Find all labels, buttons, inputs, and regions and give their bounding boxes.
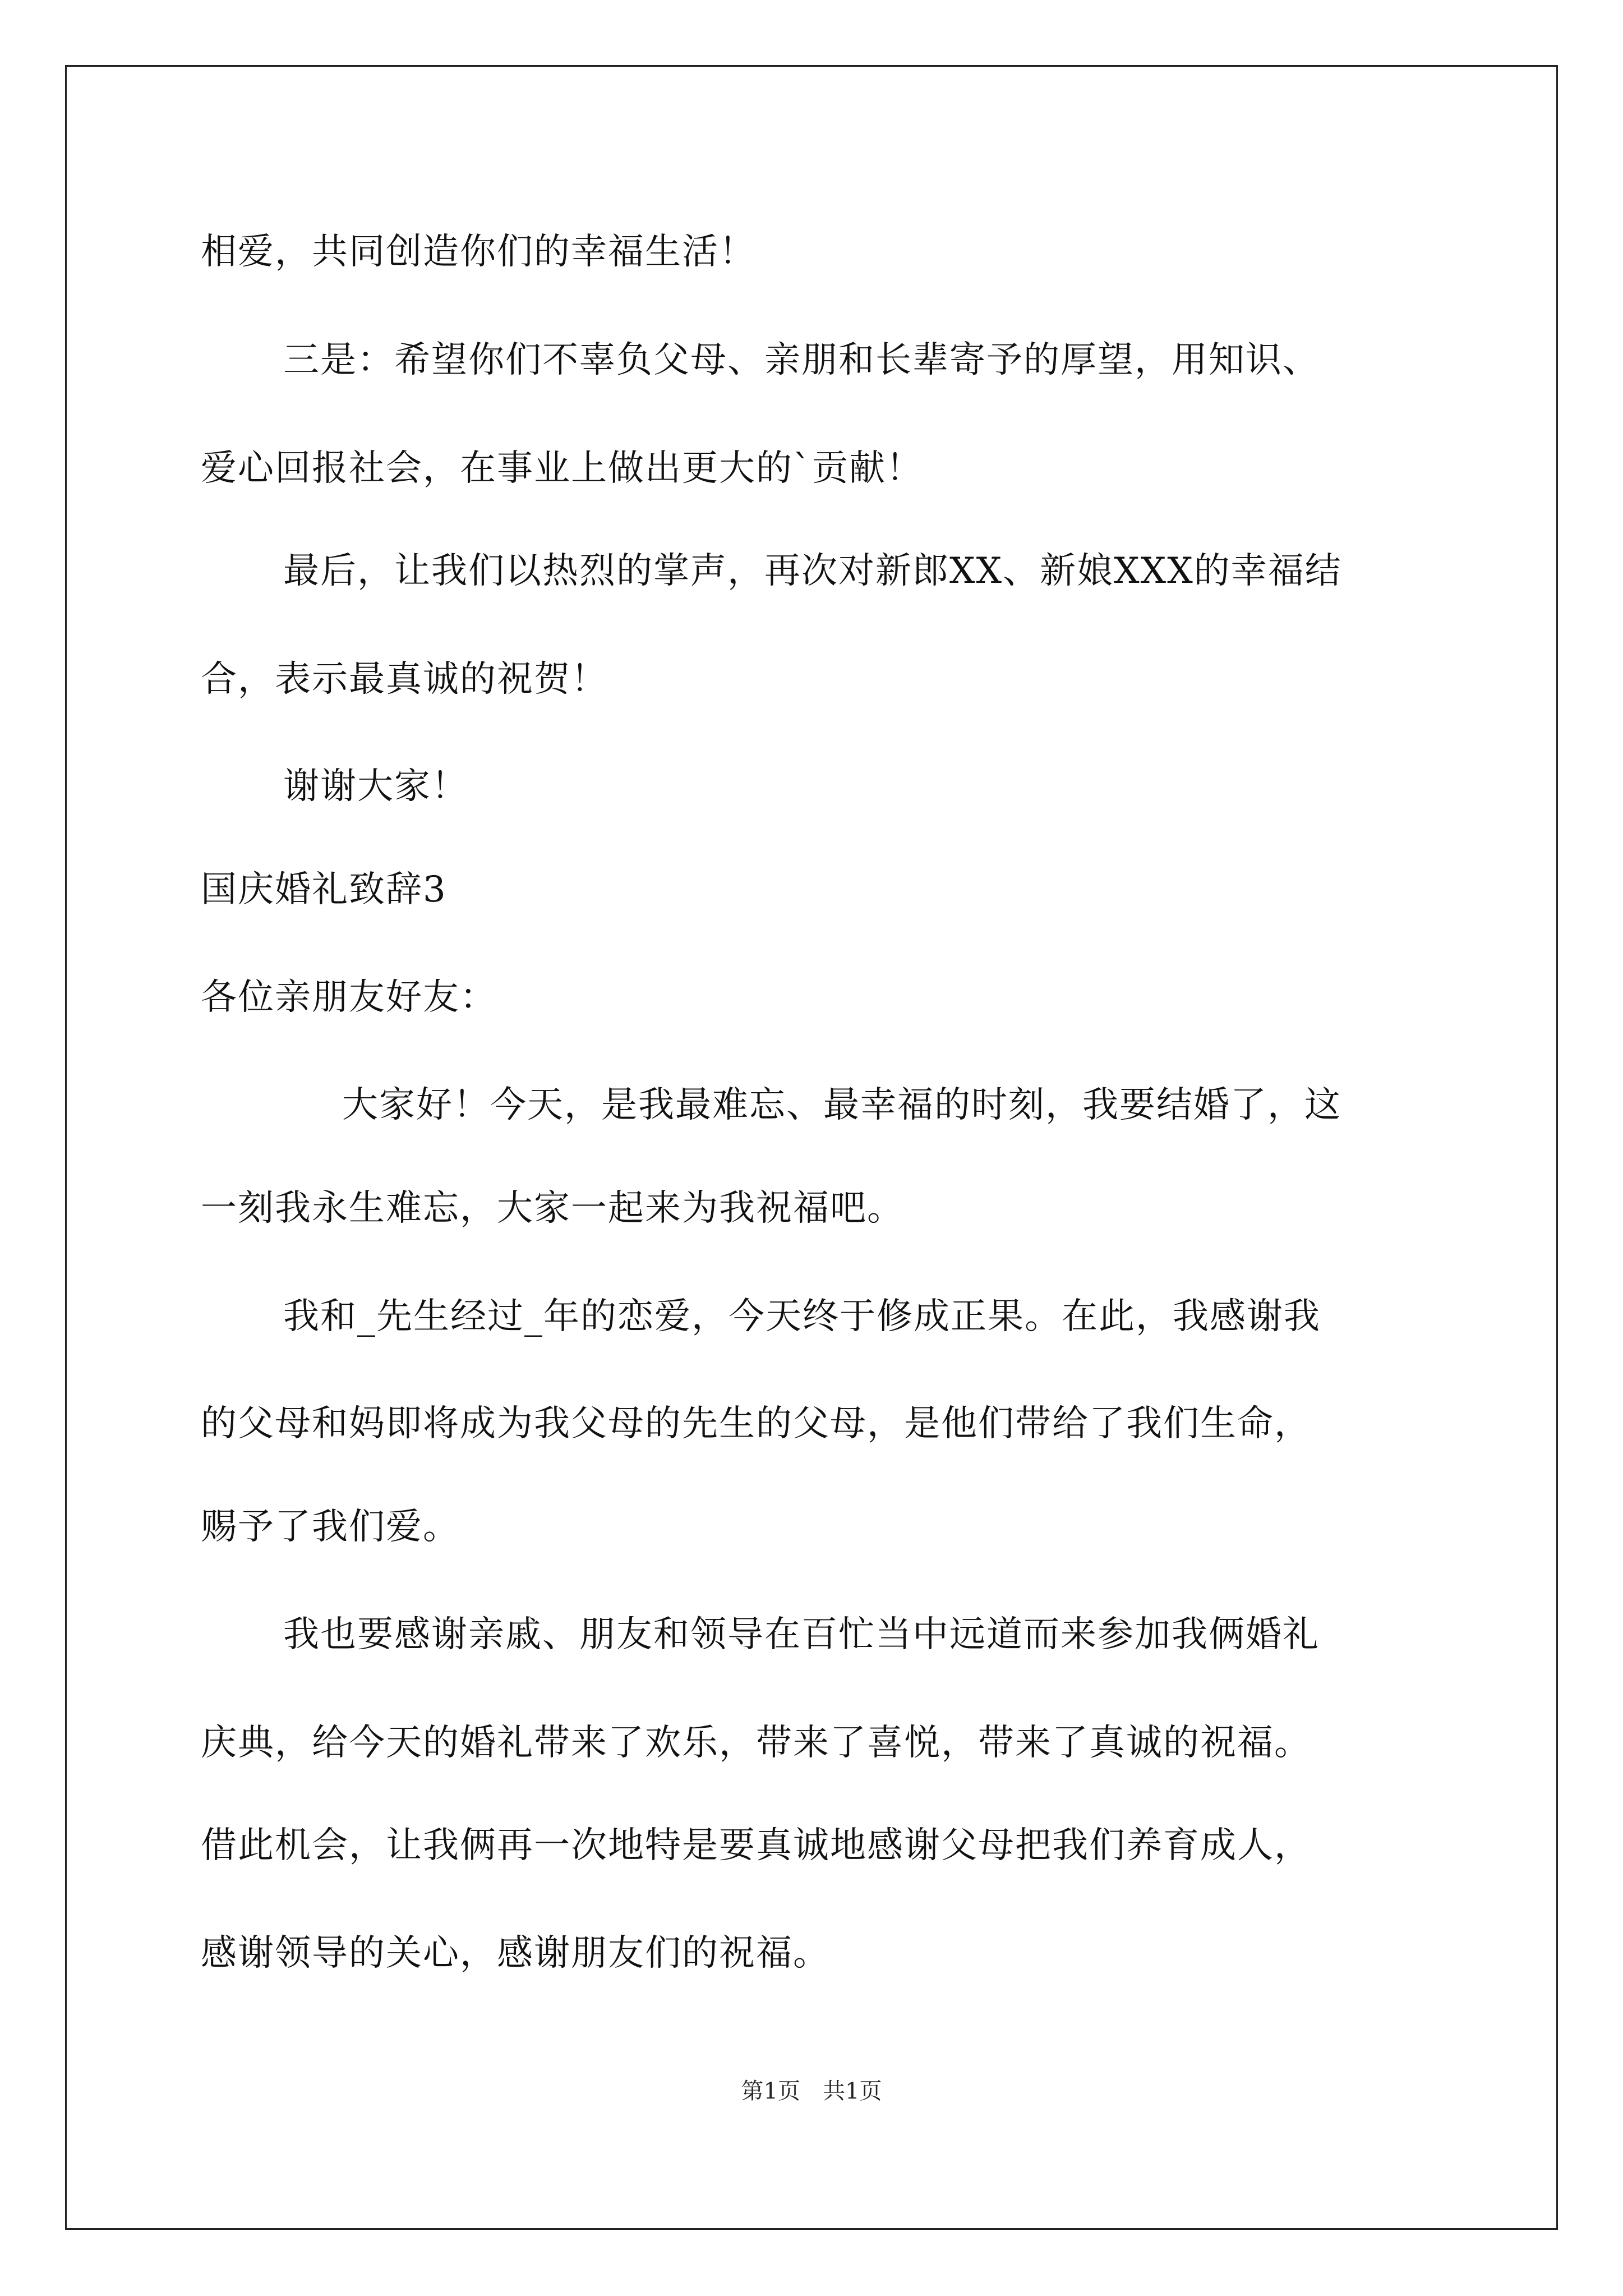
body-text-line: 我也要感谢亲戚、朋友和领导在百忙当中远道而来参加我俩婚礼 xyxy=(283,1614,1320,1655)
body-text-line: 借此机会，让我俩再一次地特是要真诚地感谢父母把我们养育成人， xyxy=(201,1825,1311,1866)
body-text-line: 爱心回报社会，在事业上做出更大的`贡献！ xyxy=(201,448,923,489)
body-text-line: 一刻我永生难忘，大家一起来为我祝福吧。 xyxy=(201,1188,904,1229)
body-text-line: 赐予了我们爱。 xyxy=(201,1506,460,1548)
body-text-line: 最后，让我们以热烈的掌声，再次对新郎XX、新娘XXX的幸福结 xyxy=(283,550,1342,592)
body-text-line: 我和_先生经过_年的恋爱，今天终于修成正果。在此，我感谢我 xyxy=(283,1296,1321,1337)
body-text-line: 合，表示最真诚的祝贺！ xyxy=(201,659,608,700)
body-text-line: 的父母和妈即将成为我父母的先生的父母，是他们带给了我们生命， xyxy=(201,1403,1311,1444)
body-text-line: 谢谢大家！ xyxy=(283,766,468,807)
body-text-line: 感谢领导的关心，感谢朋友们的祝福。 xyxy=(201,1932,830,1974)
page-border xyxy=(65,65,1558,2230)
page-footer: 第1页 共1页 xyxy=(741,2078,882,2104)
body-text-line: 大家好！今天，是我最难忘、最幸福的时刻，我要结婚了，这 xyxy=(342,1084,1341,1126)
body-text-line: 三是：希望你们不辜负父母、亲朋和长辈寄予的厚望，用知识、 xyxy=(283,339,1320,381)
section-heading: 国庆婚礼致辞3 xyxy=(201,869,447,910)
body-text-line: 相爱，共同创造你们的幸福生活！ xyxy=(201,231,756,273)
salutation: 各位亲朋友好友： xyxy=(201,977,497,1018)
body-text-line: 庆典，给今天的婚礼带来了欢乐，带来了喜悦，带来了真诚的祝福。 xyxy=(201,1722,1311,1764)
